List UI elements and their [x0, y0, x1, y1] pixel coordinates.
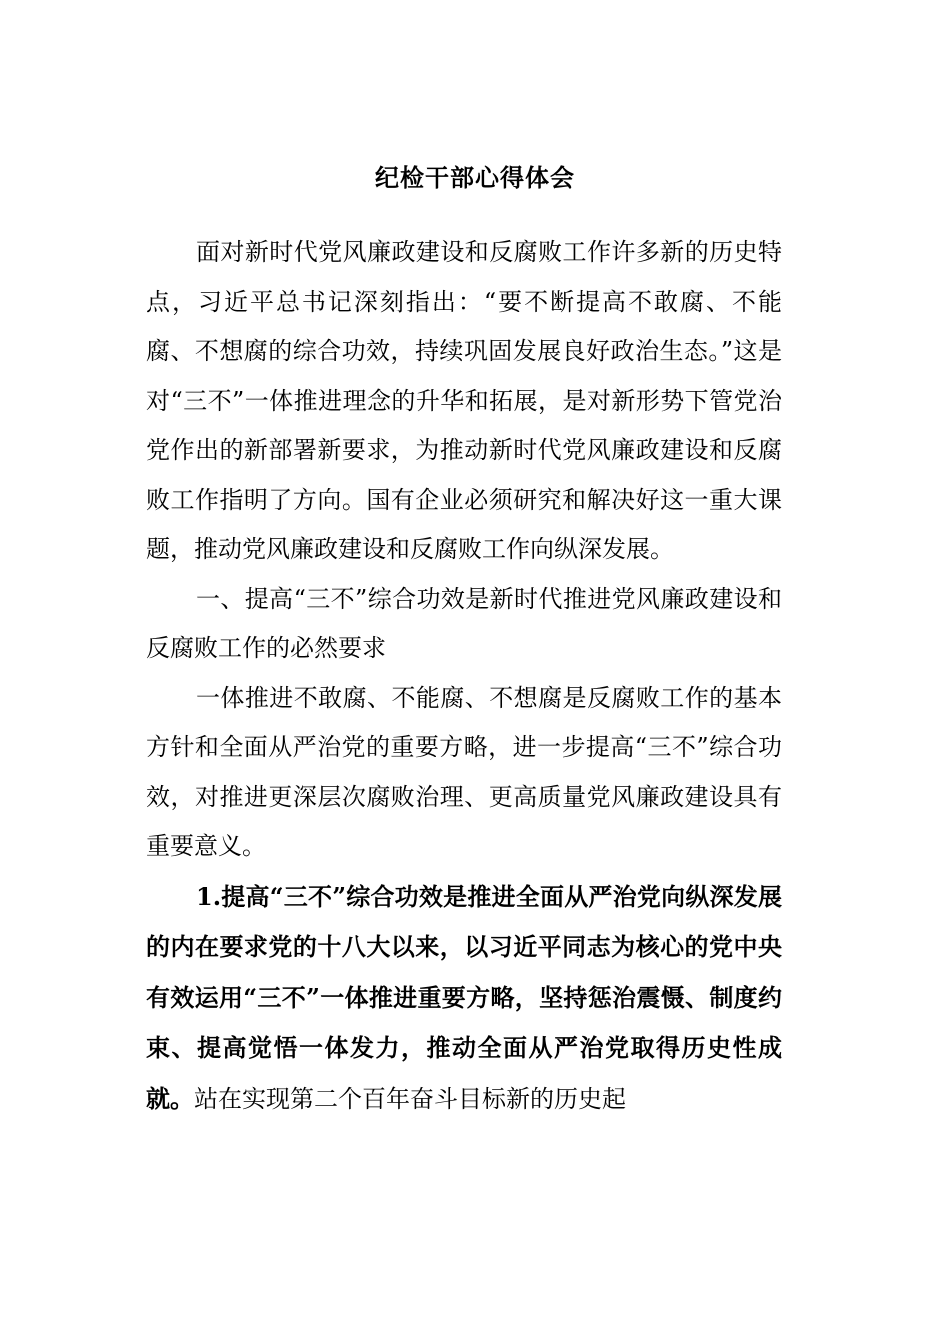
- paragraph-point-1: [146, 872, 782, 1125]
- document-body: [146, 228, 782, 1124]
- paragraph-intro: 面对新时代党风廉政建设和反腐败工作许多新的历史特点，习近平总书记深刻指出：“要不断提高不敢腐、不能腐、不想腐的综合功效，持续巩固发展良好政治生态。”这是对“三不”一体推进理念的升华和拓展，是对新形势下管党治党作出的新部署新要求，为推动新时代党风廉政建设和反腐败工作指明了方向。国有企业必须研究和解决好这一重大课题，推动党风廉政建设和反腐败工作向纵深发展。: [146, 238, 782, 563]
- section-heading-1: 一、提高“三不”综合功效是新时代推进党风廉政建设和反腐败工作的必然要求: [146, 584, 782, 662]
- point-1-bold-text: 1.提高“三不”综合功效是推进全面从严治党向纵深发展的内在要求党的十八大以来，以习近平同志为核心的党中央有效运用“三不”一体推进重要方略，坚持惩治震慑、制度约束、提高觉悟一体发力，推动全面从严治党取得历史性成就。: [146, 881, 782, 1113]
- document-title: 纪检干部心得体会: [375, 163, 575, 192]
- point-1-normal-text: 站在实现第二个百年奋斗目标新的历史起: [194, 1084, 626, 1113]
- paragraph-section-1: 一体推进不敢腐、不能腐、不想腐是反腐败工作的基本方针和全面从严治党的重要方略，进一步提高“三不”综合功效，对推进更深层次腐败治理、更高质量党风廉政建设具有重要意义。: [146, 683, 782, 860]
